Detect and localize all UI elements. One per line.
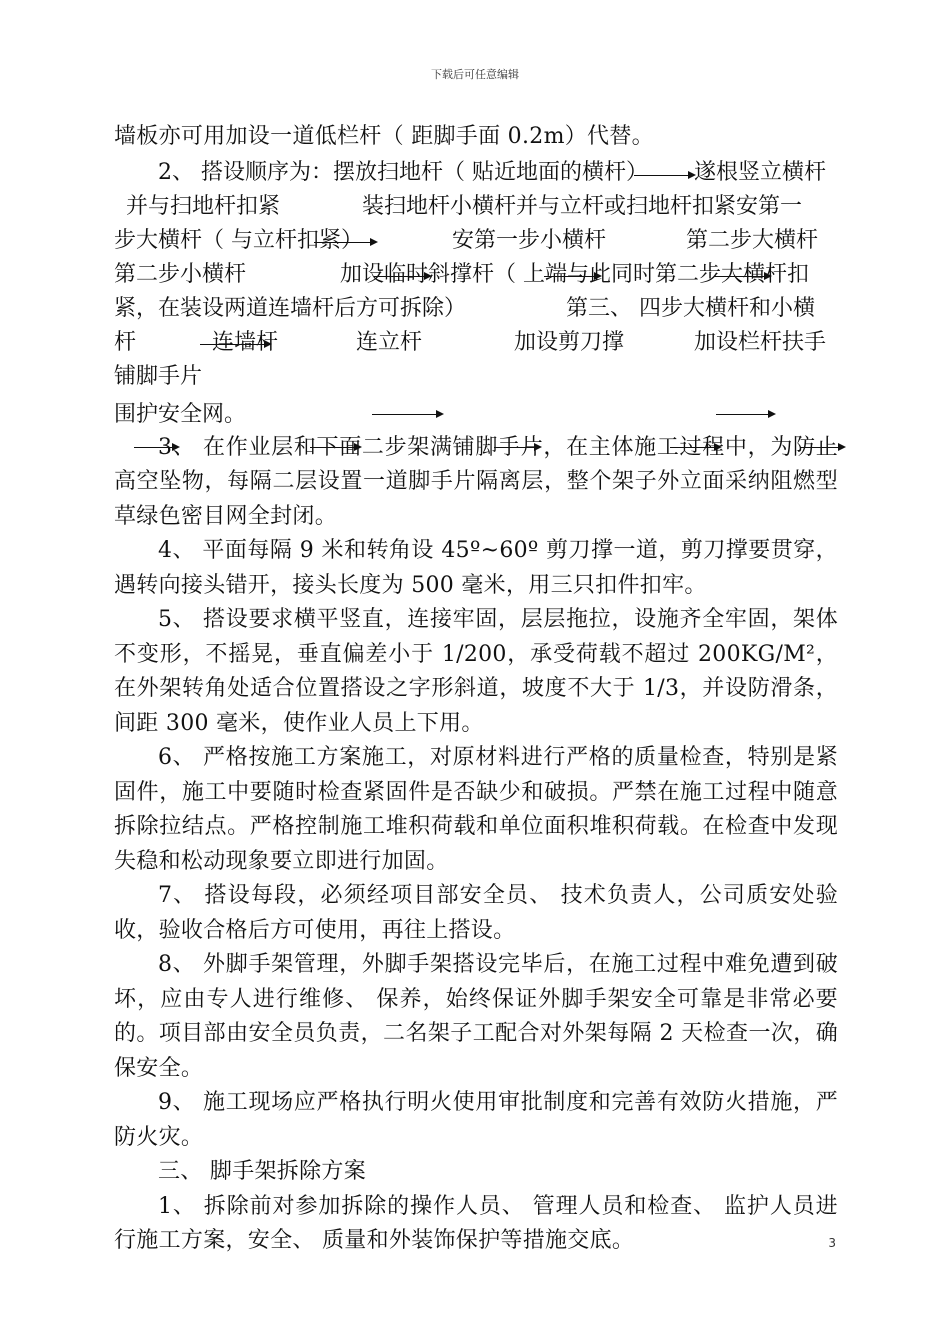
flow-step-11: 第三、 四步大横杆和小横	[566, 295, 815, 321]
flow-step-9: 加设临时斜撑杆（ 上端与此同时第二步大横杆扣	[340, 261, 809, 287]
arrow-icon	[716, 414, 774, 415]
paragraph-section-1: 1、 拆除前对参加拆除的操作人员、 管理人员和检查、 监护人员进行施工方案，安全、 质量和外装饰保护等措施交底。	[114, 1193, 838, 1253]
flow-step-3: 并与扫地杆扣紧	[126, 193, 281, 219]
arrow-icon	[714, 276, 770, 277]
document-body	[114, 120, 838, 1259]
arrow-icon	[494, 447, 540, 448]
arrow-icon	[372, 414, 442, 415]
flow-step-15: 加设剪刀撑	[514, 329, 625, 355]
flow-step-2: 遂根竖立横杆	[694, 159, 827, 185]
arrow-icon	[544, 276, 600, 277]
flow-step-12: 杆	[114, 329, 137, 355]
paragraph-7: 7、 搭设每段，必须经项目部安全员、 技术负责人，公司质安处验收，验收合格后方可使用，再往上搭设。	[114, 883, 838, 943]
flow-step-18: 围护安全网。	[114, 401, 247, 427]
arrow-icon	[374, 276, 430, 277]
paragraph-line-1: 墙板亦可用加设一道低栏杆（ 距脚手面 0.2m）代替。	[114, 124, 654, 149]
sequence-flow	[114, 155, 838, 445]
flow-step-8: 第二步小横杆	[114, 261, 247, 287]
arrow-icon	[800, 447, 844, 448]
arrow-icon	[670, 447, 720, 448]
flow-step-5: 步大横杆（ 与立杆扣紧）	[114, 227, 363, 253]
page-header: 下载后可任意编辑	[431, 68, 519, 81]
paragraph-list	[114, 431, 838, 1259]
arrow-icon	[134, 447, 178, 448]
paragraph-4: 4、 平面每隔 9 米和转角设 45º~60º 剪刀撑一道，剪刀撑要贯穿，遇转向接头错开，接头长度为 500 毫米，用三只扣件扣牢。	[114, 538, 838, 598]
flow-step-1: 2、 搭设顺序为：摆放扫地杆（ 贴近地面的横杆）	[158, 159, 648, 185]
paragraph-6: 6、 严格按施工方案施工，对原材料进行严格的质量检查，特别是紧固件，施工中要随时检查紧固件是否缺少和破损。严禁在施工过程中随意拆除拉结点。严格控制施工堆积荷载和单位面积堆积荷载。在检查中发现失稳和松动现象要立即进行加固。	[114, 745, 838, 874]
flow-step-16: 加设栏杆扶手	[694, 329, 827, 355]
paragraph-9: 9、 施工现场应严格执行明火使用审批制度和完善有效防火措施，严防火灾。	[114, 1090, 838, 1150]
section-heading: 三、 脚手架拆除方案	[158, 1159, 366, 1184]
flow-step-7: 第二步大横杆	[686, 227, 819, 253]
flow-step-14: 连立杆	[356, 329, 423, 355]
arrow-icon	[634, 175, 694, 176]
flow-step-13: 连墙杆	[212, 329, 279, 355]
flow-step-6: 安第一步小横杆	[452, 227, 607, 253]
arrow-icon	[200, 344, 270, 345]
paragraph-5: 5、 搭设要求横平竖直，连接牢固，层层拖拉，设施齐全牢固，架体不变形，不摇晃，垂直偏差小于 1/200，承受荷载不超过 200KG/M²，在外架转角处适合位置搭设之字形斜道，坡度不大于 1/3，并设防滑条，间距 300 毫米，使作业人员上下用。	[114, 607, 838, 736]
arrow-icon	[314, 242, 376, 243]
page-number: 3	[828, 1236, 836, 1250]
flow-step-4: 装扫地杆小横杆并与立杆或扫地杆扣紧安第一	[362, 193, 803, 219]
paragraph-8: 8、 外脚手架管理，外脚手架搭设完毕后，在施工过程中难免遭到破坏，应由专人进行维修、 保养，始终保证外脚手架安全可靠是非常必要的。项目部由安全员负责，二名架子工配合对外架每隔 2 天检查一次，确保安全。	[114, 952, 838, 1081]
flow-step-10: 紧，在装设两道连墙杆后方可拆除）	[114, 295, 467, 321]
arrow-icon	[310, 447, 360, 448]
paragraph-3: 3、 在作业层和下面二步架满铺脚手片，在主体施工过程中，为防止高空坠物，每隔二层设置一道脚手片隔离层，整个架子外立面采纳阻燃型草绿色密目网全封闭。	[114, 434, 838, 529]
flow-step-17: 铺脚手片	[114, 363, 203, 389]
